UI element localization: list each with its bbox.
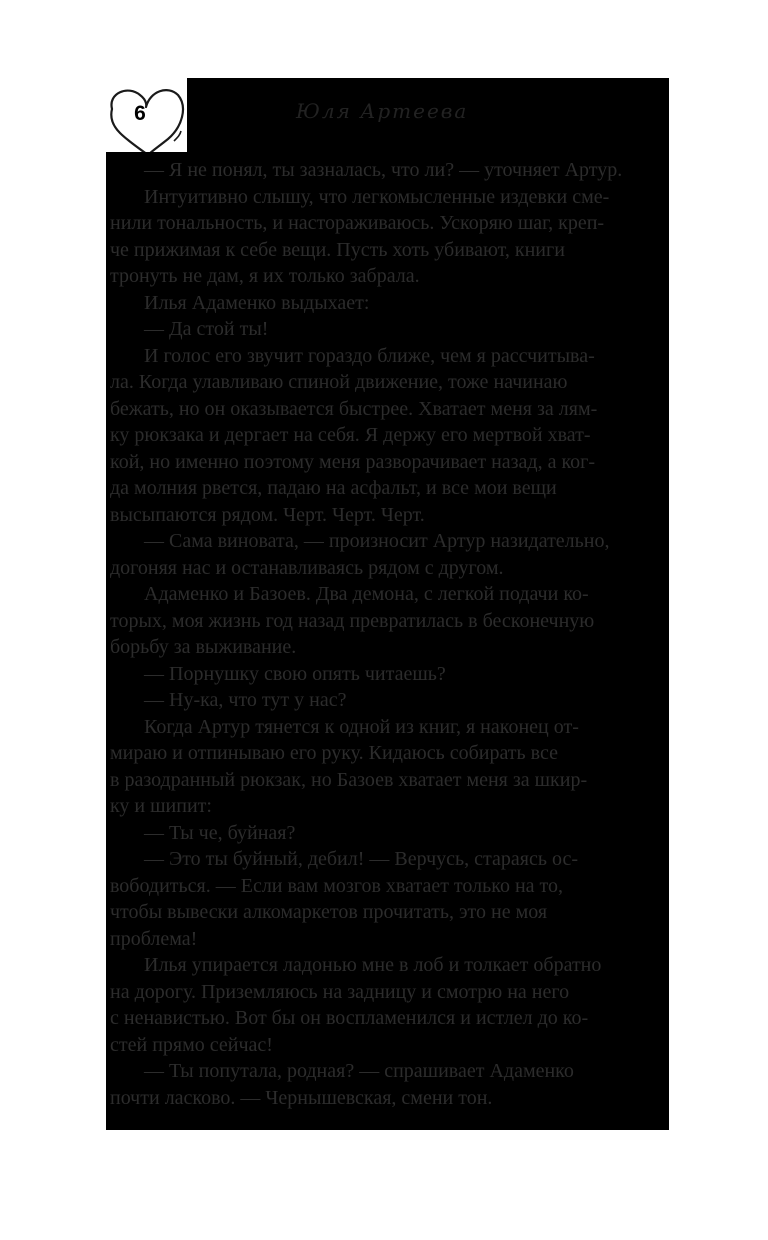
text-line: кой, но именно поэтому меня разворачивает назад, а ког- — [110, 450, 596, 473]
text-line: с ненавистью. Вот бы он воспламенился и истлел до ко- — [110, 1007, 589, 1029]
text-line: — Сама виновата, — произносит Артур назидательно, — [144, 530, 610, 552]
text-line: Адаменко и Базоев. Два демона, с легкой подачи ко- — [144, 583, 589, 605]
text-line: на дорогу. Приземляюсь на задницу и смотрю на него — [110, 980, 570, 1003]
text-line: И голос его звучит гораздо ближе, чем я рассчитыва- — [144, 344, 595, 367]
text-line: Интуитивно слышу, что легкомысленные издевки сме- — [144, 185, 610, 208]
text-line: — Ты че, буйная? — [144, 821, 296, 844]
text-line: вободиться. — Если вам мозгов хватает только на то, — [110, 874, 564, 897]
text-line: борьбу за выживание. — [110, 636, 297, 658]
text-line: в разодранный рюкзак, но Базоев хватает меня за шкир- — [110, 768, 588, 791]
text-line: стей прямо сейчас! — [110, 1033, 273, 1056]
text-line: — Ну-ка, что тут у нас? — [144, 689, 347, 711]
body-lines — [106, 157, 669, 1111]
text-line: проблема! — [110, 927, 198, 950]
text-line: чтобы вывески алкомаркетов прочитать, это не моя — [110, 901, 548, 923]
text-line: да молния рвется, падаю на асфальт, и все мои вещи — [110, 477, 557, 499]
text-line: почти ласково. — Чернышевская, смени тон. — [110, 1086, 493, 1109]
text-line: догоняя нас и останавливаясь рядом с другом. — [110, 556, 504, 579]
text-line: ку рюкзака и дергает на себя. Я держу его мертвой хват- — [110, 424, 591, 446]
text-line: — Порнушку свою опять читаешь? — [144, 662, 446, 685]
text-line: Когда Артур тянется к одной из книг, я наконец от- — [144, 715, 579, 738]
text-line: высыпаются рядом. Черт. Черт. Черт. — [110, 503, 425, 526]
text-line: ла. Когда улавливаю спиной движение, тоже начинаю — [110, 371, 568, 393]
text-line: бежать, но он оказывается быстрее. Хватает меня за лям- — [110, 397, 598, 420]
text-line: мираю и отпинываю его руку. Кидаюсь собирать все — [110, 742, 558, 764]
author-running-head: Юля Артеева — [296, 99, 469, 123]
text-line: Илья упирается ладонью мне в лоб и толкает обратно — [144, 954, 602, 976]
text-line: — Да стой ты! — [144, 318, 269, 340]
text-line: — Это ты буйный, дебил! — Верчусь, стараясь ос- — [144, 848, 579, 870]
text-line: — Ты попутала, родная? — спрашивает Адаменко — [144, 1060, 574, 1082]
text-line: нили тональность, и настораживаюсь. Ускоряю шаг, креп- — [110, 212, 605, 234]
text-line: тронуть не дам, я их только забрала. — [110, 265, 420, 287]
page-number: 6 — [134, 102, 146, 125]
body-text-block — [106, 152, 669, 1130]
text-line: ку и шипит: — [110, 795, 212, 817]
text-line: Илья Адаменко выдыхает: — [144, 291, 370, 314]
text-line: — Я не понял, ты зазналась, что ли? — уточняет Артур. — [144, 159, 623, 181]
text-line: торых, моя жизнь год назад превратилась в бесконечную — [110, 609, 595, 632]
text-line: че прижимая к себе вещи. Пусть хоть убивают, книги — [110, 238, 565, 261]
